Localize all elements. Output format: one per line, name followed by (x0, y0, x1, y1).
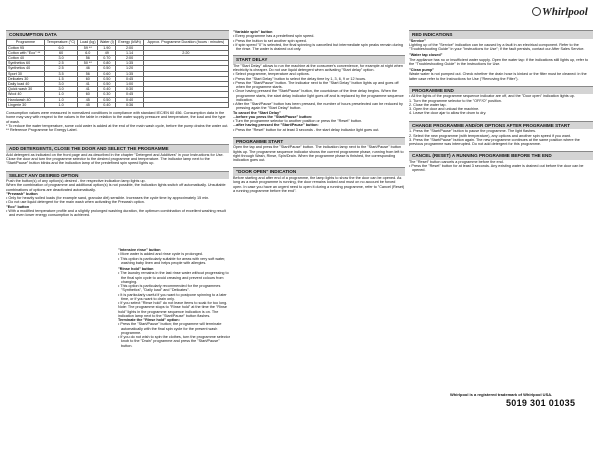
programme-end-body (409, 94, 593, 115)
table-cell: 0:45 (116, 92, 143, 97)
table-cell: 1.5 (44, 76, 78, 81)
cancel-delay-title: To cancel the "Start Delay" (233, 110, 281, 115)
table-cell: 59 ** (78, 45, 98, 50)
bullet: • It is particularly useful if you want to postpone spinning to a later time, or if you want to drain only. (118, 292, 227, 301)
paragraph: The "Start Delay" allows to run the machine at the consumer's convenience, for example at night when electricity is cheaper. Do not use liquid detergent when activating "Start delay" option. (233, 63, 403, 73)
table-cell: 6.0 (78, 50, 98, 55)
table-cell: 56 (78, 71, 98, 76)
start-delay-body (233, 64, 405, 132)
bullet-text: Every programme has a predefined spin speed. (235, 34, 315, 39)
table-cell: 2.5 (44, 61, 78, 66)
programme-end-header: PROGRAMME END (409, 86, 593, 95)
table-cell: Sport 30 (7, 71, 45, 76)
table-cell: 0.50 (98, 82, 116, 87)
table-cell: Cotton with "Eco" ** (7, 50, 45, 55)
table-header-cell: Approx. Programme Duration (hours : minutes) (143, 39, 228, 45)
column-1 (6, 30, 229, 217)
paragraph: The "Reset" button cancels a programme before the end. (409, 159, 504, 164)
table-header-cell: Energy (kWh) (116, 39, 143, 45)
eco-title: "Eco" button (6, 204, 30, 209)
bullet-text: Press the "Start/Pause" button. The indicator next to the "Start Delay" button lights up and goes off when the programme starts. (235, 80, 399, 90)
bullet: • If you select "Rinse hold" do not leave items to soak for too long. (118, 301, 228, 305)
table-cell: 1.0 (44, 92, 78, 97)
table-cell: 1.0 (44, 102, 78, 107)
table-header-cell: Temperature (°C) (44, 39, 78, 45)
table-row (7, 102, 229, 107)
step: 1. Press the "Start/Pause" button to pause the programme. The light flashes. (409, 129, 537, 134)
bullet: • Press the "Reset" button for at least 3 seconds - the start delay indicator light goes out. (233, 127, 380, 132)
add-detergent-header: ADD DETERGENTS, CLOSE THE DOOR AND SELECT THE PROGRAMME (6, 144, 229, 153)
programme-start-header: PROGRAMME START (233, 137, 405, 146)
paragraph: When the combination of programme and additional option(s) is not possible, the indication lights switch off automatically. Unsuitable combinations of options are deactivated automatically. (6, 183, 226, 192)
cancel-body (409, 160, 593, 173)
column-2 (233, 30, 405, 193)
door-open-header: "DOOR OPEN" INDICATION (233, 167, 405, 176)
trademark-note: Whirlpool is a registered trademark of Whirlpool USA. (450, 392, 553, 397)
intensive-title: "Intensive rinse" button (118, 248, 161, 252)
cancel-header: CANCEL (RESET) A RUNNING PROGRAMME BEFORE THE END (409, 151, 593, 160)
bullet: • If spin speed "0" is selected, the final spinning is cancelled but intermediate spin peaks remain during the rinse. The water is drained out only. (233, 42, 403, 51)
bullet-text: Press the "Reset" button for at least 3 seconds - the start delay indicator light goes out. (235, 127, 380, 132)
table-cell: 60 (44, 50, 78, 55)
bullet-text: Do not use liquid detergent for the main wash when activating the Prewash option. (8, 200, 145, 205)
step: 3. Open the door and unload the machine. (409, 107, 480, 112)
table-cell: 2:20 (143, 50, 228, 55)
column-3 (409, 30, 593, 173)
table-cell: 45 (78, 102, 98, 107)
table-cell: 3.0 (44, 82, 78, 87)
add-detergent-body (6, 153, 229, 166)
table-cell: Delicates 30 (7, 76, 45, 81)
table-cell: 0.80 (98, 61, 116, 66)
table-cell: 50 ** (78, 61, 98, 66)
paragraph: Open the tap and press the "Start/Pause" button. The indication lamp next to the "Start/Pause" button lights up. The programme sequence indicator shows the current programme phase, running from left to right through Wash, Rinse, Spin/Drain. When the programme phase is finished, the corresponding indication goes out. (233, 145, 404, 163)
table-cell: 1:35 (116, 61, 143, 66)
change-body (409, 129, 593, 146)
paragraph: The appliance has no or insufficient water supply. Open the water tap: if the indications still lights up, refer to the "Troubleshooting Guide" in the Instructions for Use. (409, 57, 589, 66)
table-cell: 1.14 (116, 50, 143, 55)
bullet-text: Once having pressed the "Start/Pause" button, the countdown of the time delay begins. When the programme starts, the start delay indicator light goes off and is replaced by the programme sequence indication. (235, 89, 404, 102)
table-cell: Lingerie 30 (7, 102, 45, 107)
bullet-text: Only for heavily soiled loads (for example sand, granular dirt) sensible. Increases the cycle time by approximately 15 min. (8, 196, 210, 201)
whirlpool-swirl-icon (532, 7, 541, 16)
bullet-text: After the "Start/Pause" button has been pressed, the number of hours preselected can be reduced by pressing again the "Start Delay" button. (235, 102, 403, 111)
column-1b (118, 248, 230, 348)
table-cell: Cotton 40 (7, 56, 45, 61)
table-cell: Synthetics 40 (7, 66, 45, 71)
bullet-text: Select programme, temperature and options. (235, 72, 310, 77)
step: 2. Close the water tap. (409, 102, 447, 107)
step: 3. Press the "Start/Pause" button again. The new programme continues at the same position where the previous programme was interrupted. Do not add detergent for this programme. (409, 137, 580, 147)
table-cell: 0:36 (116, 102, 143, 107)
table-cell: 1:20 (116, 66, 143, 71)
table-cell: 0.60 (98, 71, 116, 76)
intensive-section (118, 248, 230, 348)
table-cell: 41 (78, 82, 98, 87)
note-1: Consumption values were measured in normalized conditions in compliance with standard IEC/EN 60 456. Consumption data in the home may vary with respect to the values in the table in relation to the water supply pressure and temperature, the load and the type of wash. (6, 111, 226, 124)
bullet-text: This option is particularly suitable for areas with very soft water, washing baby linen and helps people with allergies. (120, 256, 226, 265)
table-header-cell: Load (kg) (78, 39, 98, 45)
table-cell: 46 (78, 66, 98, 71)
bullet: • More water is added and rinse cycle is prolonged. (118, 252, 203, 257)
paragraph: Push the button(s) of any option(s) desired - the respective indication lamp lights up. (6, 179, 146, 184)
bullet-text: Press the "Start/Pause" button; the programme will terminate automatically with the final spin cycle for the present wash programme. (120, 322, 222, 335)
bullet: • Only for heavily soiled loads (for example sand, granular dirt) sensible. Increases the cycle time by approximately 15 min. (6, 196, 210, 201)
bullet-text: It is particularly useful if you want to postpone spinning to a later time, or if you want to drain only. (120, 292, 227, 301)
table-cell: 0.50 (98, 66, 116, 71)
bullet: • After the "Start/Pause" button has been pressed, the number of hours preselected can be reduced by pressing again the "Start Delay" button. (233, 102, 403, 111)
red-indications-body (409, 39, 593, 81)
table-cell (143, 102, 228, 107)
service-title: "Service" (409, 38, 426, 43)
variable-spin-section (233, 30, 405, 51)
bullet-text: If spin speed "0" is selected, the final spinning is cancelled but intermediate spin peaks remain during the rinse. The water is drained out only. (235, 42, 403, 51)
bullet: • Do not use liquid detergent for the main wash when activating the Prewash option. (6, 200, 145, 205)
bullet: • This option is particularly suitable for areas with very soft water, washing baby linen and helps people with allergies. (118, 256, 226, 265)
change-header: CHANGE PROGRAMME AND/OR OPTIONS AFTER PROGRAMME START (409, 121, 593, 130)
table-cell: 0.50 (98, 97, 116, 102)
terminate-title: Terminate the "Rinse hold" option: (118, 318, 180, 322)
consumption-notes (6, 111, 229, 132)
table-cell: 3.0 (44, 87, 78, 92)
table-cell: 0:40 (116, 97, 143, 102)
bullet: • Select programme, temperature and options. (233, 72, 310, 77)
step: 1. Turn the programme selector to the "OFF/O" position. (409, 98, 502, 103)
select-option-body (6, 179, 229, 217)
prewash-title: "Prewash" button (6, 191, 38, 196)
bullet: • Turn the programme selector to another position or press the "Reset" button. (233, 119, 363, 124)
bullet-text: More water is added and rinse cycle is prolonged. (120, 252, 203, 257)
bullet-text: Press the "Start Delay" button to select the delay time by 1, 3, 6, 9 or 12 hours. (235, 76, 367, 81)
door-open-body (233, 176, 405, 193)
step: 4. Leave the door ajar to allow the drum to dry. (409, 111, 487, 116)
step: 2. Select the new programme (with temperature), any options and another spin speed if you want. (409, 133, 571, 138)
table-cell: 0.50 (98, 76, 116, 81)
table-cell: 0.30 (98, 92, 116, 97)
table-cell: 60 (78, 92, 98, 97)
tap-title: "Water tap closed" (409, 53, 443, 58)
note-3: ** Reference Programme for Energy Label. (6, 128, 78, 133)
table-cell: 3.0 (44, 56, 78, 61)
table-cell: Handwash 40 (7, 97, 45, 102)
paragraph: Close the door and turn the programme selector to the desired programme and temperature. The indicator lamp next to the "Start/Pause" button blinks and the indication lamp of the predefined spin speed lights up. (6, 157, 210, 166)
rinse-hold-title: "Rinse hold" button (118, 267, 154, 271)
table-cell: 2.5 (44, 66, 78, 71)
bullet-text: Press the button to set another spin speed. (235, 38, 307, 43)
bullet: • Press the button to set another spin speed. (233, 38, 307, 43)
paragraph: Lighting up of the "Service" indication can be caused by a fault in an electrical component. Refer to the "Troubleshooting Guide" in your "Instructions for Use"; if the fault persists, contact our After Sales Service. (409, 42, 585, 52)
part-number: 5019 301 01035 (506, 398, 576, 408)
rinse-hold-note: Note: The programme stops to "Rinse hold" at the time the "Rinse hold" lights in the programme sequence indication is on. The indication lamp next to the "Start/Pause" button flashes. (118, 305, 227, 318)
programme-start-body (233, 145, 405, 162)
bullet-text: Press the "Reset" button for at least 3 seconds. Any existing water is drained out before the door can be opened. (411, 164, 584, 173)
table-cell: 49 (98, 50, 116, 55)
table-cell: 1.0 (44, 97, 78, 102)
table-cell: 0.40 (98, 87, 116, 92)
pump-title: "Clean pump" (409, 68, 435, 73)
start-delay-header: START DELAY (233, 55, 405, 64)
consumption-header: CONSUMPTION DATA (6, 30, 229, 39)
bullet-text: If you do not wish to spin the clothes, turn the programme selector knob to the "Drain" programme and press the "Start/Pause" button. (120, 335, 230, 348)
bullet: • Press the "Reset" button for at least 3 seconds. Any existing water is drained out before the door can be opened. (409, 164, 584, 173)
bullet-text: This option is particularly recommended for the programmes "Synthetics", "Daily load" and "Delicates". (120, 284, 221, 293)
table-cell: 0.40 (98, 102, 116, 107)
bullet-text: Turn the programme selector to another position or press the "Reset" button. (235, 119, 363, 124)
variable-spin-title: "Variable spin" button (233, 30, 273, 34)
table-cell: Wool 40 (7, 92, 45, 97)
table-cell: 0:45 (116, 76, 143, 81)
bullet: • With a modified temperature profile and a slightly prolonged washing duration, the optimum combination of excellent washing result and even lower energy consumption is achieved. (6, 208, 226, 218)
bullet-text: The laundry remains in the last rinse water without progressing to the final spin cycle to avoid creasing and prevent colours from changing. (120, 271, 229, 284)
bullet: • Press the "Start Delay" button to select the delay time by 1, 3, 6, 9 or 12 hours. (233, 76, 367, 81)
before-title: ...before you press the "Start/Pause" button: (233, 114, 313, 119)
table-cell: 3.5 (44, 71, 78, 76)
table-cell: 0.70 (98, 56, 116, 61)
bullet: • If you do not wish to spin the clothes, turn the programme selector knob to the "Drain" programme and press the "Start/Pause" button. (118, 335, 230, 348)
bullet: • Every programme has a predefined spin speed. (233, 34, 315, 39)
bullet: • Press the "Start/Pause" button. The indicator next to the "Start Delay" button lights up and goes off when the programme starts. (233, 80, 399, 90)
bullet-text: If you select "Rinse hold" do not leave items to soak for too long. (120, 301, 228, 305)
bullet: • The laundry remains in the last rinse water without progressing to the final spin cycle to avoid creasing and prevent colours from changing. (118, 271, 229, 284)
table-cell: 2:00 (116, 45, 143, 50)
bullet-text: All the lights of the programme sequence indicator are off, and the "Door open" indication lights up. (411, 94, 575, 99)
bullet: • This option is particularly recommended for the programmes "Synthetics", "Daily load" and "Delicates". (118, 284, 221, 293)
table-header-cell: Water (l) (98, 39, 116, 45)
consumption-table (6, 39, 229, 108)
table-cell: 41 (78, 87, 98, 92)
paragraph: Before starting and after end of a programme, the lamp lights to show the the door can be opened. As long as a wash programme is running, the door remains locked and must on no account be forced open. In case you have an urgent need to open it during a running programme, refer to "Cancel (Reset) a running programme before the end". (233, 176, 405, 193)
select-option-header: SELECT ANY DESIRED OPTION (6, 171, 229, 180)
note-2: * To reduce the water temperature, some cold water is added at the end of the main wash cycle, before the pump drains the water out. (6, 123, 229, 128)
table-header-cell: Programme (7, 39, 45, 45)
table-cell: 1:00 (116, 82, 143, 87)
table-cell: 1.90 (98, 45, 116, 50)
table-cell: 1:35 (116, 71, 143, 76)
paragraph: Waste water is not pumped out. Check whether the drain hose is kinked or the filter must be cleaned: in the latter case refer to the Instructions for Use ("Removing the Filter"). (409, 72, 587, 81)
brand-name: Whirlpool (542, 6, 588, 18)
table-cell: 60 (78, 76, 98, 81)
table-cell: Cotton 95 (7, 45, 45, 50)
table-cell: Synthetics 60 (7, 61, 45, 66)
bullet: • Once having pressed the "Start/Pause" button, the countdown of the time delay begins. When the programme starts, the start delay indicator light goes off and is replaced by the programme sequence indication. (233, 89, 404, 102)
bullet: • Press the "Start/Pause" button; the programme will terminate automatically with the final spin cycle for the present wash programme. (118, 322, 222, 335)
table-cell: 0:30 (116, 87, 143, 92)
table-cell: 45 (78, 97, 98, 102)
red-indications-header: RED INDICATIONS (409, 30, 593, 39)
bullet: • All the lights of the programme sequence indicator are off, and the "Door open" indication lights up. (409, 94, 575, 99)
table-cell: Daily load 40 (7, 82, 45, 87)
table-cell: Quick wash 30 (7, 87, 45, 92)
table-cell: 2:00 (116, 56, 143, 61)
table-cell: 6.0 (44, 45, 78, 50)
bullet-text: With a modified temperature profile and a slightly prolonged washing duration, the optimum combination of excellent washing result and even lower energy consumption is achieved. (8, 208, 226, 218)
paragraph: Add detergent as indicated on the front page and as described in the chapter "Detergent and Additives" in your Instructions for Use. (6, 152, 224, 157)
after-title: ...after having pressed the "Start/Pause" button: (233, 123, 319, 128)
table-cell: 56 (78, 56, 98, 61)
brand-logo (532, 6, 588, 18)
